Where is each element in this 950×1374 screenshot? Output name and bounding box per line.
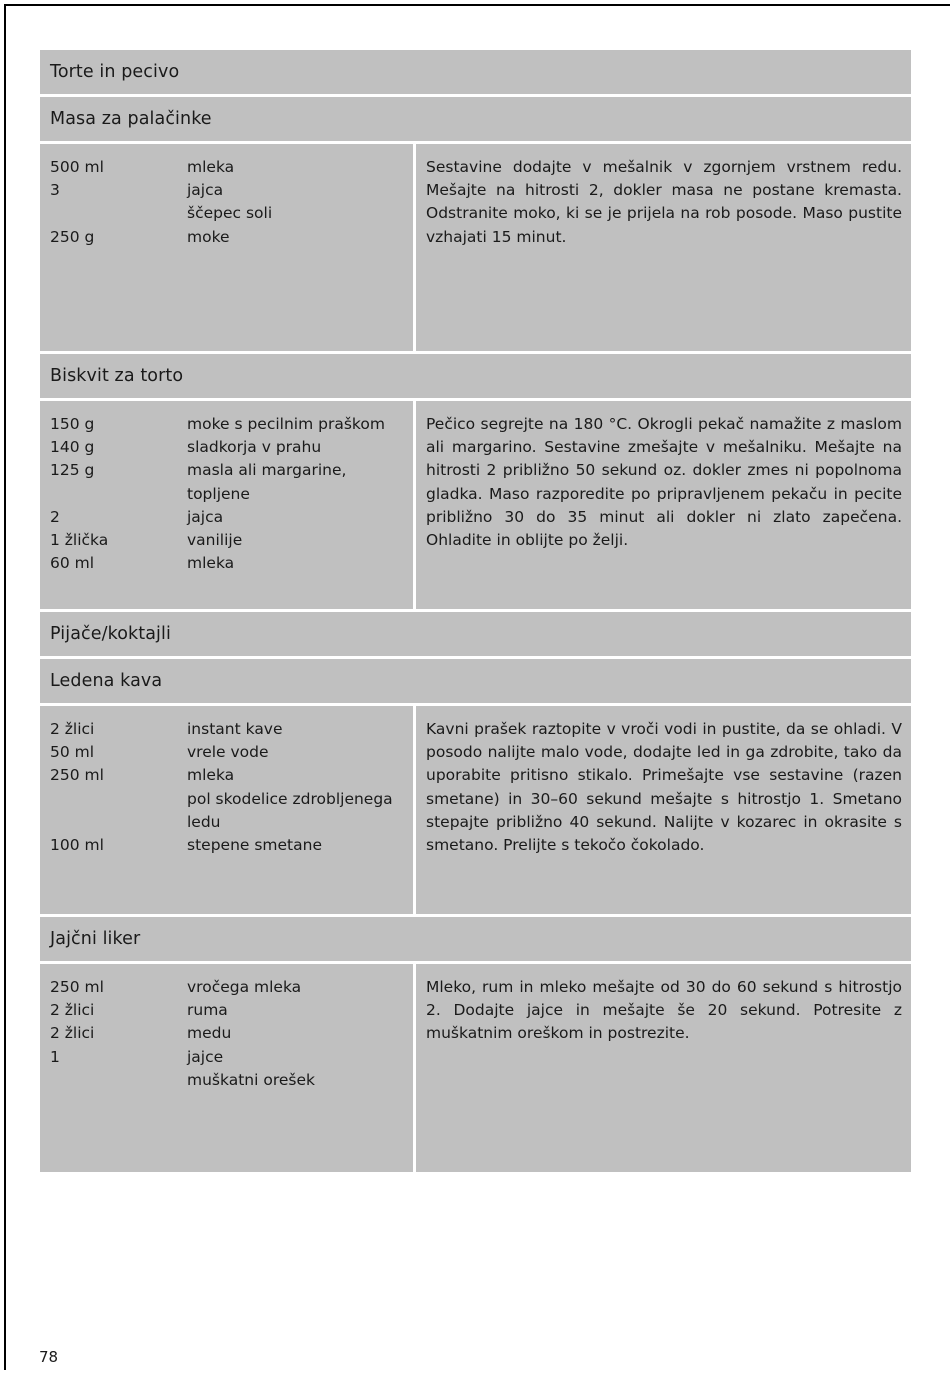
ingredient-name: vročega mleka bbox=[187, 978, 302, 996]
ingredient-row bbox=[50, 999, 403, 1022]
recipe-title-iced-coffee: Ledena kava bbox=[40, 659, 911, 703]
ingredient-quantity: 500 ml bbox=[50, 158, 104, 176]
ingredient-name: ščepec soli bbox=[187, 204, 273, 223]
ingredient-name: stepene smetane bbox=[187, 836, 322, 855]
ingredient-quantity: 3 bbox=[50, 181, 60, 200]
ingredient-quantity: 250 ml bbox=[50, 766, 104, 785]
ingredient-row bbox=[50, 1069, 403, 1092]
page-border-top bbox=[4, 4, 950, 6]
ingredient-name: mleka bbox=[187, 554, 235, 573]
ingredient-name: moke bbox=[187, 227, 230, 246]
ingredient-row bbox=[50, 202, 403, 225]
ingredient-row bbox=[50, 976, 403, 999]
ingredient-quantity: 60 ml bbox=[50, 554, 95, 573]
ingredient-quantity: 150 g bbox=[50, 415, 95, 433]
ingredient-row bbox=[50, 834, 403, 857]
ingredients-list bbox=[40, 401, 413, 609]
ingredient-quantity: 2 žlici bbox=[50, 1024, 95, 1043]
ingredient-quantity: 1 žlička bbox=[50, 531, 109, 550]
recipe-title-egg-liqueur: Jajčni liker bbox=[40, 917, 911, 961]
ingredient-name: moke s pecilnim praškom bbox=[187, 415, 385, 433]
instructions-text: Pečico segrejte na 180 °C. Okrogli pekač namažite z maslom ali margarino. Sestavine zmešajte v mešalniku. Mešajte na hitrosti 2 približno 50 sekund oz. dokler zmes ni popolnoma gladka. Maso razporedite po pripravljenem pekaču in pecite približno 30 do 35 minut ali dokler ni zlato zapečena. Ohladite in oblijte po želji. bbox=[416, 401, 911, 609]
recipe-egg-liqueur bbox=[40, 964, 911, 1172]
ingredients-list bbox=[40, 706, 413, 914]
ingredient-name: vrele vode bbox=[187, 743, 269, 762]
ingredient-name: ruma bbox=[187, 1001, 228, 1020]
recipe-title-pancakes: Masa za palačinke bbox=[40, 97, 911, 141]
recipe-pancakes bbox=[40, 144, 911, 351]
page-number: 78 bbox=[39, 1348, 59, 1366]
ingredient-quantity bbox=[50, 788, 187, 834]
ingredient-row bbox=[50, 459, 403, 505]
ingredient-quantity bbox=[50, 1069, 187, 1092]
ingredient-row bbox=[50, 1046, 403, 1069]
ingredient-quantity: 140 g bbox=[50, 438, 95, 457]
ingredient-name: pol skodelice zdrobljenega ledu bbox=[187, 789, 393, 831]
page-border-left bbox=[4, 4, 6, 1370]
ingredient-quantity bbox=[50, 202, 187, 225]
ingredient-name: muškatni orešek bbox=[187, 1070, 315, 1089]
ingredient-quantity: 2 bbox=[50, 507, 60, 526]
ingredient-name: jajca bbox=[187, 181, 224, 200]
ingredients-list bbox=[40, 964, 413, 1172]
ingredient-name: mleka bbox=[187, 766, 235, 785]
ingredient-row bbox=[50, 764, 403, 787]
instructions-text: Mleko, rum in mleko mešajte od 30 do 60 sekund s hitrostjo 2. Dodajte jajce in mešajte še 20 sekund. Potresite z muškatnim oreškom in postrezite. bbox=[416, 964, 911, 1172]
ingredient-quantity: 250 ml bbox=[50, 978, 104, 996]
recipe-title-sponge: Biskvit za torto bbox=[40, 354, 911, 398]
ingredient-row bbox=[50, 436, 403, 459]
ingredient-quantity: 1 bbox=[50, 1047, 60, 1066]
ingredient-name: mleka bbox=[187, 158, 235, 176]
ingredient-row bbox=[50, 718, 403, 741]
ingredient-row bbox=[50, 179, 403, 202]
ingredient-row bbox=[50, 552, 403, 575]
ingredient-name: sladkorja v prahu bbox=[187, 438, 322, 457]
ingredient-name: jajce bbox=[187, 1047, 224, 1066]
ingredient-quantity: 50 ml bbox=[50, 743, 95, 762]
ingredient-quantity: 125 g bbox=[50, 461, 95, 480]
ingredient-quantity: 2 žlici bbox=[50, 1001, 95, 1020]
ingredient-name: masla ali margarine, topljene bbox=[187, 461, 347, 503]
ingredients-list bbox=[40, 144, 413, 351]
section-header-cakes: Torte in pecivo bbox=[40, 50, 911, 94]
ingredient-quantity: 250 g bbox=[50, 227, 95, 246]
ingredient-name: vanilije bbox=[187, 531, 243, 550]
ingredient-name: instant kave bbox=[187, 720, 283, 738]
ingredient-row bbox=[50, 156, 403, 179]
ingredient-row bbox=[50, 529, 403, 552]
ingredient-row bbox=[50, 506, 403, 529]
ingredient-quantity: 100 ml bbox=[50, 836, 104, 855]
ingredient-row bbox=[50, 226, 403, 249]
ingredient-row bbox=[50, 788, 403, 834]
instructions-text: Sestavine dodajte v mešalnik v zgornjem vrstnem redu. Mešajte na hitrosti 2, dokler masa ne postane kremasta. Odstranite moko, ki se je prijela na rob posode. Maso pustite vzhajati 15 minut. bbox=[416, 144, 911, 351]
ingredient-quantity: 2 žlici bbox=[50, 720, 95, 738]
ingredient-name: medu bbox=[187, 1024, 232, 1043]
ingredient-name: jajca bbox=[187, 507, 224, 526]
recipe-iced-coffee bbox=[40, 706, 911, 914]
section-header-drinks: Pijače/koktajli bbox=[40, 612, 911, 656]
instructions-text: Kavni prašek raztopite v vroči vodi in pustite, da se ohladi. V posodo nalijte malo vode, dodajte led in ga zdrobite, tako da uporabite pritisno stikalo. Primešajte vse sestavine (razen smetane) in 30–60 sekund mešajte s hitrostjo 1. Smetano stepajte približno 40 sekund. Nalijte v kozarec in okrasite s smetano. Prelijte s tekočo čokolado. bbox=[416, 706, 911, 914]
ingredient-row bbox=[50, 741, 403, 764]
ingredient-row bbox=[50, 1022, 403, 1045]
recipe-sponge bbox=[40, 401, 911, 609]
ingredient-row bbox=[50, 413, 403, 436]
recipe-sheet bbox=[40, 50, 911, 1175]
